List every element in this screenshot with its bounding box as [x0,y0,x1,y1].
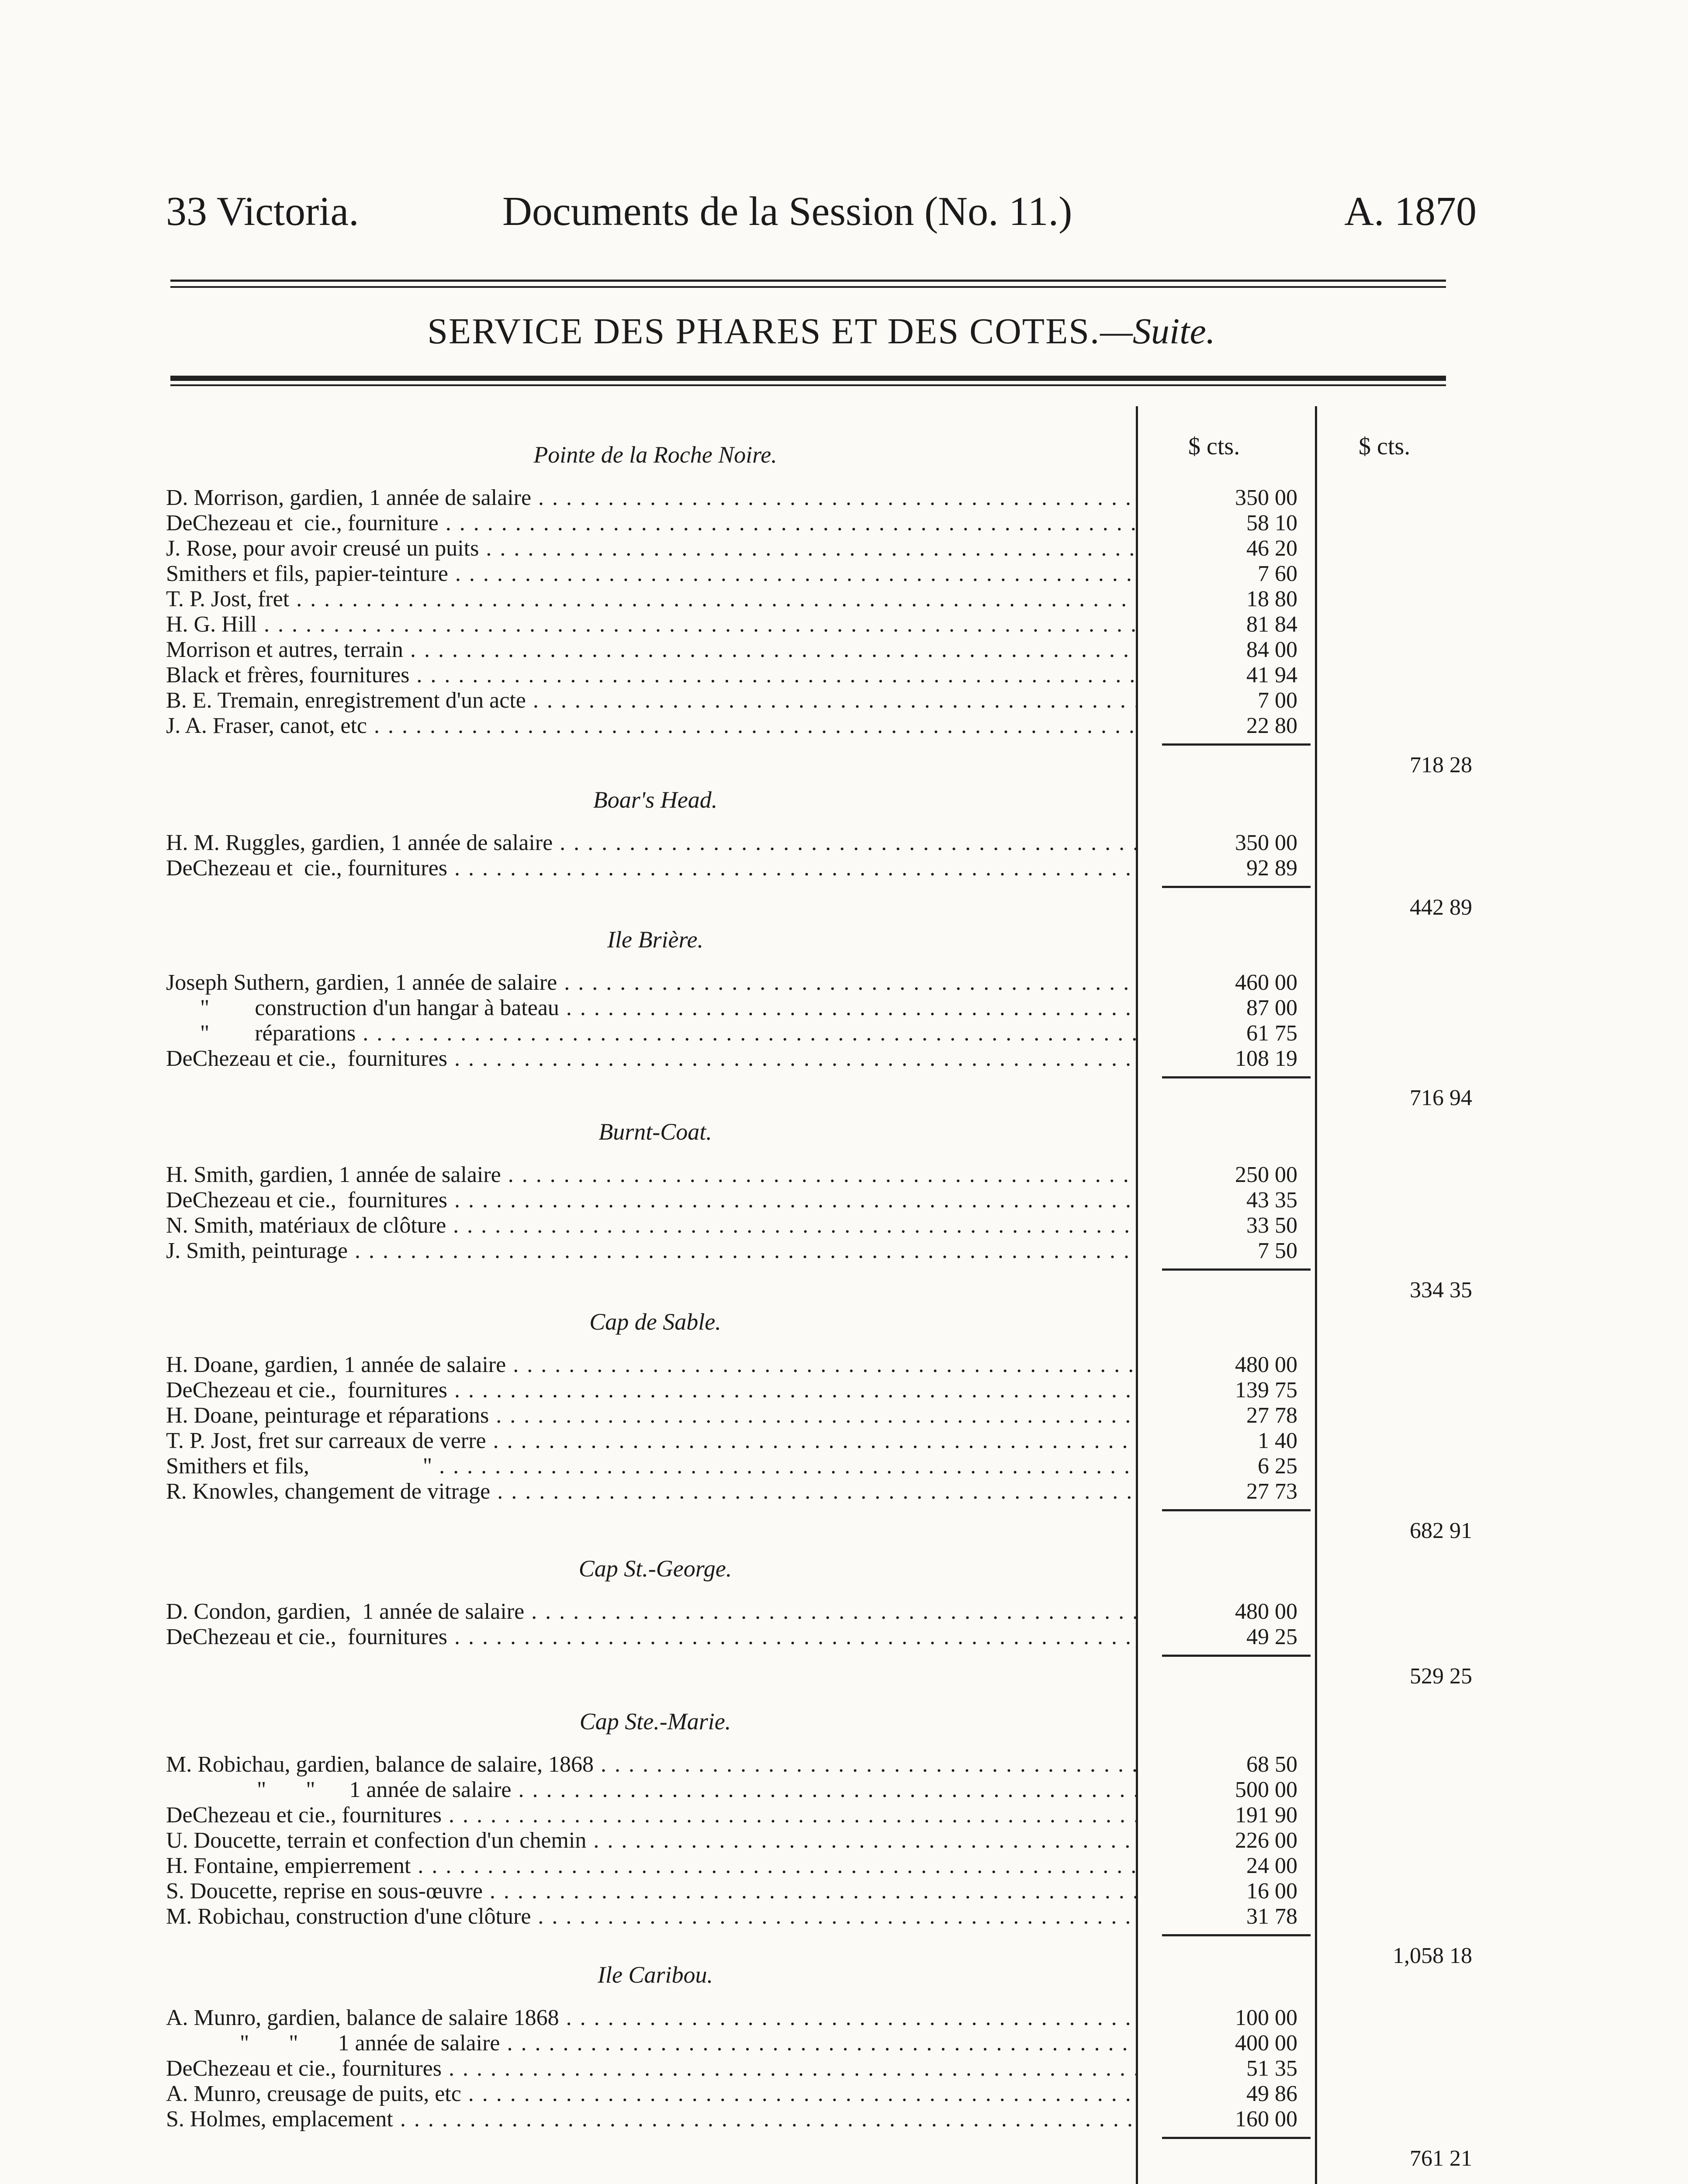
item-amount: 1 40 [1258,1428,1297,1453]
section-total: 718 28 [1410,753,1472,778]
subtotal-rule [1162,1076,1311,1078]
header-rule-top [170,280,1446,282]
section-title: Pointe de la Roche Noire. [533,442,777,468]
header-center: Documents de la Session (No. 11.) [502,189,1072,234]
item-amount: 68 50 [1246,1752,1297,1777]
title-rule-thick [170,376,1446,381]
item-description: B. E. Tremain, enregistrement d'un acte . . . [166,688,1136,713]
line-item [166,1187,1136,1213]
header-right: A. 1870 [1344,189,1477,234]
item-amount: 43 35 [1246,1188,1297,1213]
item-description: DeChezeau et cie., fournitures . . . [166,2056,1136,2081]
line-item [166,2030,1136,2056]
section-title: Ile Caribou. [598,1962,713,1988]
item-amount: 22 80 [1246,713,1297,738]
section-total: 761 21 [1410,2146,1472,2171]
item-amount: 250 00 [1235,1162,1297,1187]
item-amount: 191 90 [1235,1803,1297,1828]
subtotal-rule [1162,1655,1311,1657]
header-left: 33 Victoria. [166,189,359,234]
item-description: Smithers et fils, " . . . [166,1454,1136,1479]
item-amount: 160 00 [1235,2107,1297,2132]
line-item [166,1777,1136,1803]
item-amount: 480 00 [1235,1599,1297,1624]
line-item [166,1453,1136,1479]
item-description: D. Condon, gardien, 1 année de salaire . . . [166,1599,1136,1624]
subtotal-rule [1162,743,1311,746]
line-item [166,2081,1136,2107]
line-item [166,995,1136,1021]
line-item [166,1853,1136,1879]
line-item [166,1624,1136,1650]
total-column-header: $ cts. [1359,433,1411,460]
subtotal-rule [1162,2137,1311,2139]
line-item [166,830,1136,856]
line-item [166,1599,1136,1625]
item-description: S. Holmes, emplacement . . . [166,2107,1136,2132]
item-description: DeChezeau et cie., fournitures . . . [166,1624,1136,1649]
section-total: 442 89 [1410,895,1472,920]
item-description: Black et frères, fournitures . . . [166,663,1136,688]
line-item [166,1479,1136,1505]
item-description: S. Doucette, reprise en sous-œuvre . . . [166,1879,1136,1904]
section-total: 1,058 18 [1393,1943,1472,1968]
item-description: A. Munro, creusage de puits, etc . . . [166,2081,1136,2106]
item-description: DeChezeau et cie., fournitures . . . [166,1188,1136,1213]
line-item [166,2056,1136,2082]
item-description: T. P. Jost, fret . . . [166,587,1136,612]
subtotal-rule [1162,1934,1311,1936]
section-total: 716 94 [1410,1085,1472,1110]
item-amount: 108 19 [1235,1046,1297,1071]
item-amount: 33 50 [1246,1213,1297,1238]
section-total: 334 35 [1410,1278,1472,1303]
line-item [166,1238,1136,1264]
line-item [166,1020,1136,1047]
item-description: U. Doucette, terrain et confection d'un chemin . . . [166,1828,1136,1853]
item-amount: 7 00 [1258,688,1297,713]
amount-column-header: $ cts. [1188,433,1240,460]
item-description: DeChezeau et cie., fournitures . . . [166,1803,1136,1828]
line-item [166,1162,1136,1188]
line-item [166,2005,1136,2031]
item-amount: 24 00 [1246,1853,1297,1878]
item-amount: 7 60 [1258,561,1297,586]
line-item [166,586,1136,612]
item-description: A. Munro, gardien, balance de salaire 1868 . . . [166,2005,1136,2030]
title-rule-thin [170,384,1446,386]
item-description: N. Smith, matériaux de clôture . . . [166,1213,1136,1238]
line-item [166,510,1136,536]
item-description: Joseph Suthern, gardien, 1 année de salaire . . . [166,970,1136,995]
item-amount: 139 75 [1235,1378,1297,1403]
item-description: J. Rose, pour avoir creusé un puits . . . [166,536,1136,561]
item-amount: 61 75 [1246,1021,1297,1046]
item-description: T. P. Jost, fret sur carreaux de verre . . . [166,1428,1136,1453]
item-description: DeChezeau et cie., fournitures . . . [166,856,1136,881]
item-description: Smithers et fils, papier-teinture . . . [166,561,1136,586]
item-amount: 18 80 [1246,587,1297,612]
subtotal-rule [1162,886,1311,888]
line-item [166,1752,1136,1778]
section-total: 682 91 [1410,1518,1472,1543]
line-item [166,561,1136,587]
item-amount: 81 84 [1246,612,1297,637]
line-item [166,485,1136,511]
line-item [166,1828,1136,1854]
line-item [166,1046,1136,1072]
line-item [166,2106,1136,2132]
item-amount: 58 10 [1246,511,1297,536]
item-amount: 27 78 [1246,1403,1297,1428]
line-item [166,1377,1136,1403]
item-amount: 350 00 [1235,830,1297,855]
item-description: R. Knowles, changement de vitrage . . . [166,1479,1136,1504]
item-description: J. A. Fraser, canot, etc . . . [166,713,1136,738]
line-item [166,1428,1136,1454]
column-divider-right [1315,406,1317,2184]
item-description: H. Doane, gardien, 1 année de salaire . . . [166,1352,1136,1377]
item-amount: 87 00 [1246,995,1297,1020]
item-amount: 6 25 [1258,1454,1297,1479]
line-item [166,536,1136,562]
item-amount: 500 00 [1235,1777,1297,1802]
item-amount: 92 89 [1246,856,1297,881]
item-description: H. Doane, peinturage et réparations . . . [166,1403,1136,1428]
line-item [166,688,1136,714]
item-description: DeChezeau et cie., fourniture . . . [166,511,1136,536]
line-item [166,713,1136,739]
item-description: " " 1 année de salaire . . . [166,1777,1136,1802]
item-amount: 7 50 [1258,1238,1297,1263]
item-amount: 27 73 [1246,1479,1297,1504]
item-amount: 46 20 [1246,536,1297,561]
line-item [166,1403,1136,1429]
item-amount: 49 86 [1246,2081,1297,2106]
item-amount: 41 94 [1246,663,1297,688]
header-rule-bottom [170,286,1446,288]
item-description: " réparations . . . [166,1021,1136,1046]
title-main: SERVICE DES PHARES ET DES COTES. [427,311,1100,352]
item-description: DeChezeau et cie., fournitures . . . [166,1378,1136,1403]
item-description: H. Fontaine, empierrement . . . [166,1853,1136,1878]
page-header [166,188,1477,253]
line-item [166,1802,1136,1828]
subtotal-rule [1162,1268,1311,1271]
item-amount: 16 00 [1246,1879,1297,1904]
item-description: H. Smith, gardien, 1 année de salaire . . . [166,1162,1136,1187]
line-item [166,1878,1136,1904]
section-title: Burnt-Coat. [598,1119,712,1145]
line-item [166,1352,1136,1378]
item-amount: 400 00 [1235,2031,1297,2056]
item-description: H. M. Ruggles, gardien, 1 année de salaire . . . [166,830,1136,855]
subtotal-rule [1162,1509,1311,1511]
section-title: Cap St.-George. [578,1555,732,1582]
item-amount: 100 00 [1235,2005,1297,2030]
item-amount: 51 35 [1246,2056,1297,2081]
item-amount: 460 00 [1235,970,1297,995]
item-description: J. Smith, peinturage . . . [166,1238,1136,1263]
item-description: M. Robichau, construction d'une clôture . . . [166,1904,1136,1929]
line-item [166,662,1136,688]
line-item [166,1904,1136,1930]
section-title: Cap de Sable. [589,1309,721,1335]
page-title [166,310,1477,352]
item-description: DeChezeau et cie., fournitures . . . [166,1046,1136,1071]
item-amount: 49 25 [1246,1624,1297,1649]
item-description: H. G. Hill . . . [166,612,1136,637]
line-item [166,637,1136,663]
line-item [166,1213,1136,1239]
item-amount: 31 78 [1246,1904,1297,1929]
item-amount: 226 00 [1235,1828,1297,1853]
line-item [166,970,1136,996]
line-item [166,855,1136,881]
item-amount: 480 00 [1235,1352,1297,1377]
item-amount: 84 00 [1246,637,1297,662]
item-description: " " 1 année de salaire . . . [166,2031,1136,2056]
line-item [166,612,1136,638]
section-total: 529 25 [1410,1664,1472,1689]
section-title: Cap Ste.-Marie. [579,1708,731,1735]
item-description: " construction d'un hangar à bateau . . . [166,995,1136,1020]
section-title: Ile Brière. [607,926,703,953]
item-description: M. Robichau, gardien, balance de salaire, 1868 . . . [166,1752,1136,1777]
column-divider-left [1136,406,1138,2184]
item-description: Morrison et autres, terrain . . . [166,637,1136,662]
item-description: D. Morrison, gardien, 1 année de salaire . . . [166,485,1136,510]
section-title: Boar's Head. [593,787,718,813]
item-amount: 350 00 [1235,485,1297,510]
title-suffix: —Suite. [1100,311,1215,352]
